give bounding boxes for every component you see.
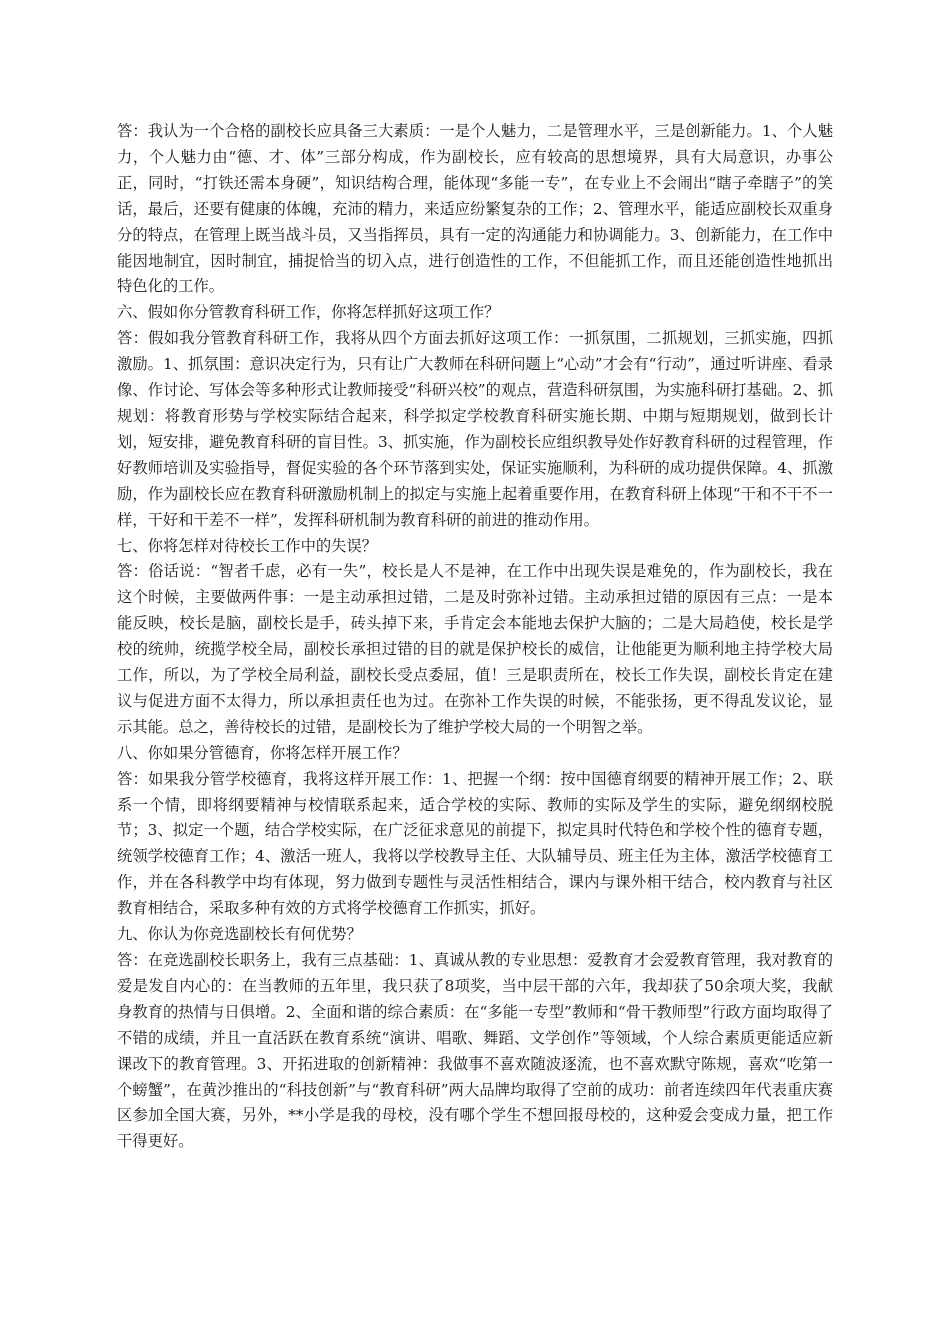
question-8-heading: 八、你如果分管德育，你将怎样开展工作？	[117, 743, 408, 762]
answer-8: 答：如果我分管学校德育，我将这样开展工作：1、把握一个纲：按中国德育纲要的精神开展工作；2、联系一个情，即将纲要精神与校情联系起来，适合学校的实际、教师的实际及学生的实际，避免纲纲校脱节；3、拟定一个题，结合学校实际，在广泛征求意见的前提下，拟定具时代特色和学校个性的德育专题，统领学校德育工作；4、激活一班人，我将以学校教导主任、大队辅导员、班主任为主体，激活学校德育工作，并在各科教学中均有体现，努力做到专题性与灵活性相结合，课内与课外相干结合，校内教育与社区教育相结合，采取多种有效的方式将学校德育工作抓实，抓好。	[117, 769, 833, 918]
answer-9: 答：在竞选副校长职务上，我有三点基础：1、真诚从教的专业思想：爱教育才会爱教育管理，我对教育的爱是发自内心的：在当教师的五年里，我只获了8项奖，当中层干部的六年，我却获了50余项大奖，我献身教育的热情与日俱增。2、全面和谐的综合素质：在“多能一专型”教师和“骨干教师型”行政方面均取得了不错的成绩，并且一直活跃在教育系统“演讲、唱歌、舞蹈、文学创作”等领域，个人综合素质更能适应新课改下的教育管理。3、开拓进取的创新精神：我做事不喜欢随波逐流，也不喜欢默守陈规，喜欢“吃第一个螃蟹”，在黄沙推出的“科技创新”与“教育科研”两大品牌均取得了空前的成功：前者连续四年代表重庆赛区参加全国大赛，另外，**小学是我的母校，没有哪个学生不想回报母校的，这种爱会变成力量，把工作干得更好。	[117, 951, 833, 1151]
answer-7: 答：俗话说：“智者千虑，必有一失”，校长是人不是神，在工作中出现失误是难免的，作为副校长，我在这个时候，主要做两件事：一是主动承担过错，二是及时弥补过错。主动承担过错的原因有三点：一是本能反映，校长是脑，副校长是手，砖头掉下来，手肯定会本能地去保护大脑的；二是大局趋使，校长是学校的统帅，统揽学校全局，副校长承担过错的目的就是保护校长的威信，让他能更为顺利地主持学校大局工作，所以，为了学校全局利益，副校长受点委屈，值！三是职责所在，校长工作失误，副校长肯定在建议与促进方面不太得力，所以承担责任也为过。在弥补工作失误的时候，不能张扬，更不得乱发议论，显示其能。总之，善待校长的过错，是副校长为了维护学校大局的一个明智之举。	[117, 562, 833, 736]
answer-qualities: 答：我认为一个合格的副校长应具备三大素质：一是个人魅力，二是管理水平，三是创新能力。1、个人魅力，个人魅力由“德、才、体”三部分构成，作为副校长，应有较高的思想境界，具有大局意识，办事公正，同时，“打铁还需本身硬”，知识结构合理，能体现“多能一专”，在专业上不会闹出“瞎子牵瞎子”的笑话，最后，还要有健康的体魄，充沛的精力，来适应纷繁复杂的工作；2、管理水平，能适应副校长双重身分的特点，在管理上既当战斗员，又当指挥员，具有一定的沟通能力和协调能力。3、创新能力，在工作中能因地制宜，因时制宜，捕捉恰当的切入点，进行创造性的工作，不但能抓工作，而且还能创造性地抓出特色化的工作。	[117, 122, 833, 296]
question-6-heading: 六、假如你分管教育科研工作，你将怎样抓好这项工作？	[117, 303, 500, 322]
question-7-heading: 七、你将怎样对待校长工作中的失误？	[117, 536, 378, 555]
answer-6: 答：假如我分管教育科研工作，我将从四个方面去抓好这项工作：一抓氛围，二抓规划，三抓实施，四抓激励。1、抓氛围：意识决定行为，只有让广大教师在科研问题上“心动”才会有“行动”，通过听讲座、看录像、作讨论、写体会等多种形式让教师接受“科研兴校”的观点，营造科研氛围，为实施科研打基础。2、抓规划：将教育形势与学校实际结合起来，科学拟定学校教育科研实施长期、中期与短期规划，做到长计划，短安排，避免教育科研的盲目性。3、抓实施，作为副校长应组织教导处作好教育科研的过程管理，作好教师培训及实验指导，督促实验的各个环节落到实处，保证实施顺利，为科研的成功提供保障。4、抓激励，作为副校长应在教育科研激励机制上的拟定与实施上起着重要作用，在教育科研上体现“干和不干不一样，干好和干差不一样”，发挥科研机制为教育科研的前进的推动作用。	[117, 329, 833, 529]
question-9-heading: 九、你认为你竞选副校长有何优势？	[117, 925, 362, 944]
document-page	[117, 119, 833, 1155]
